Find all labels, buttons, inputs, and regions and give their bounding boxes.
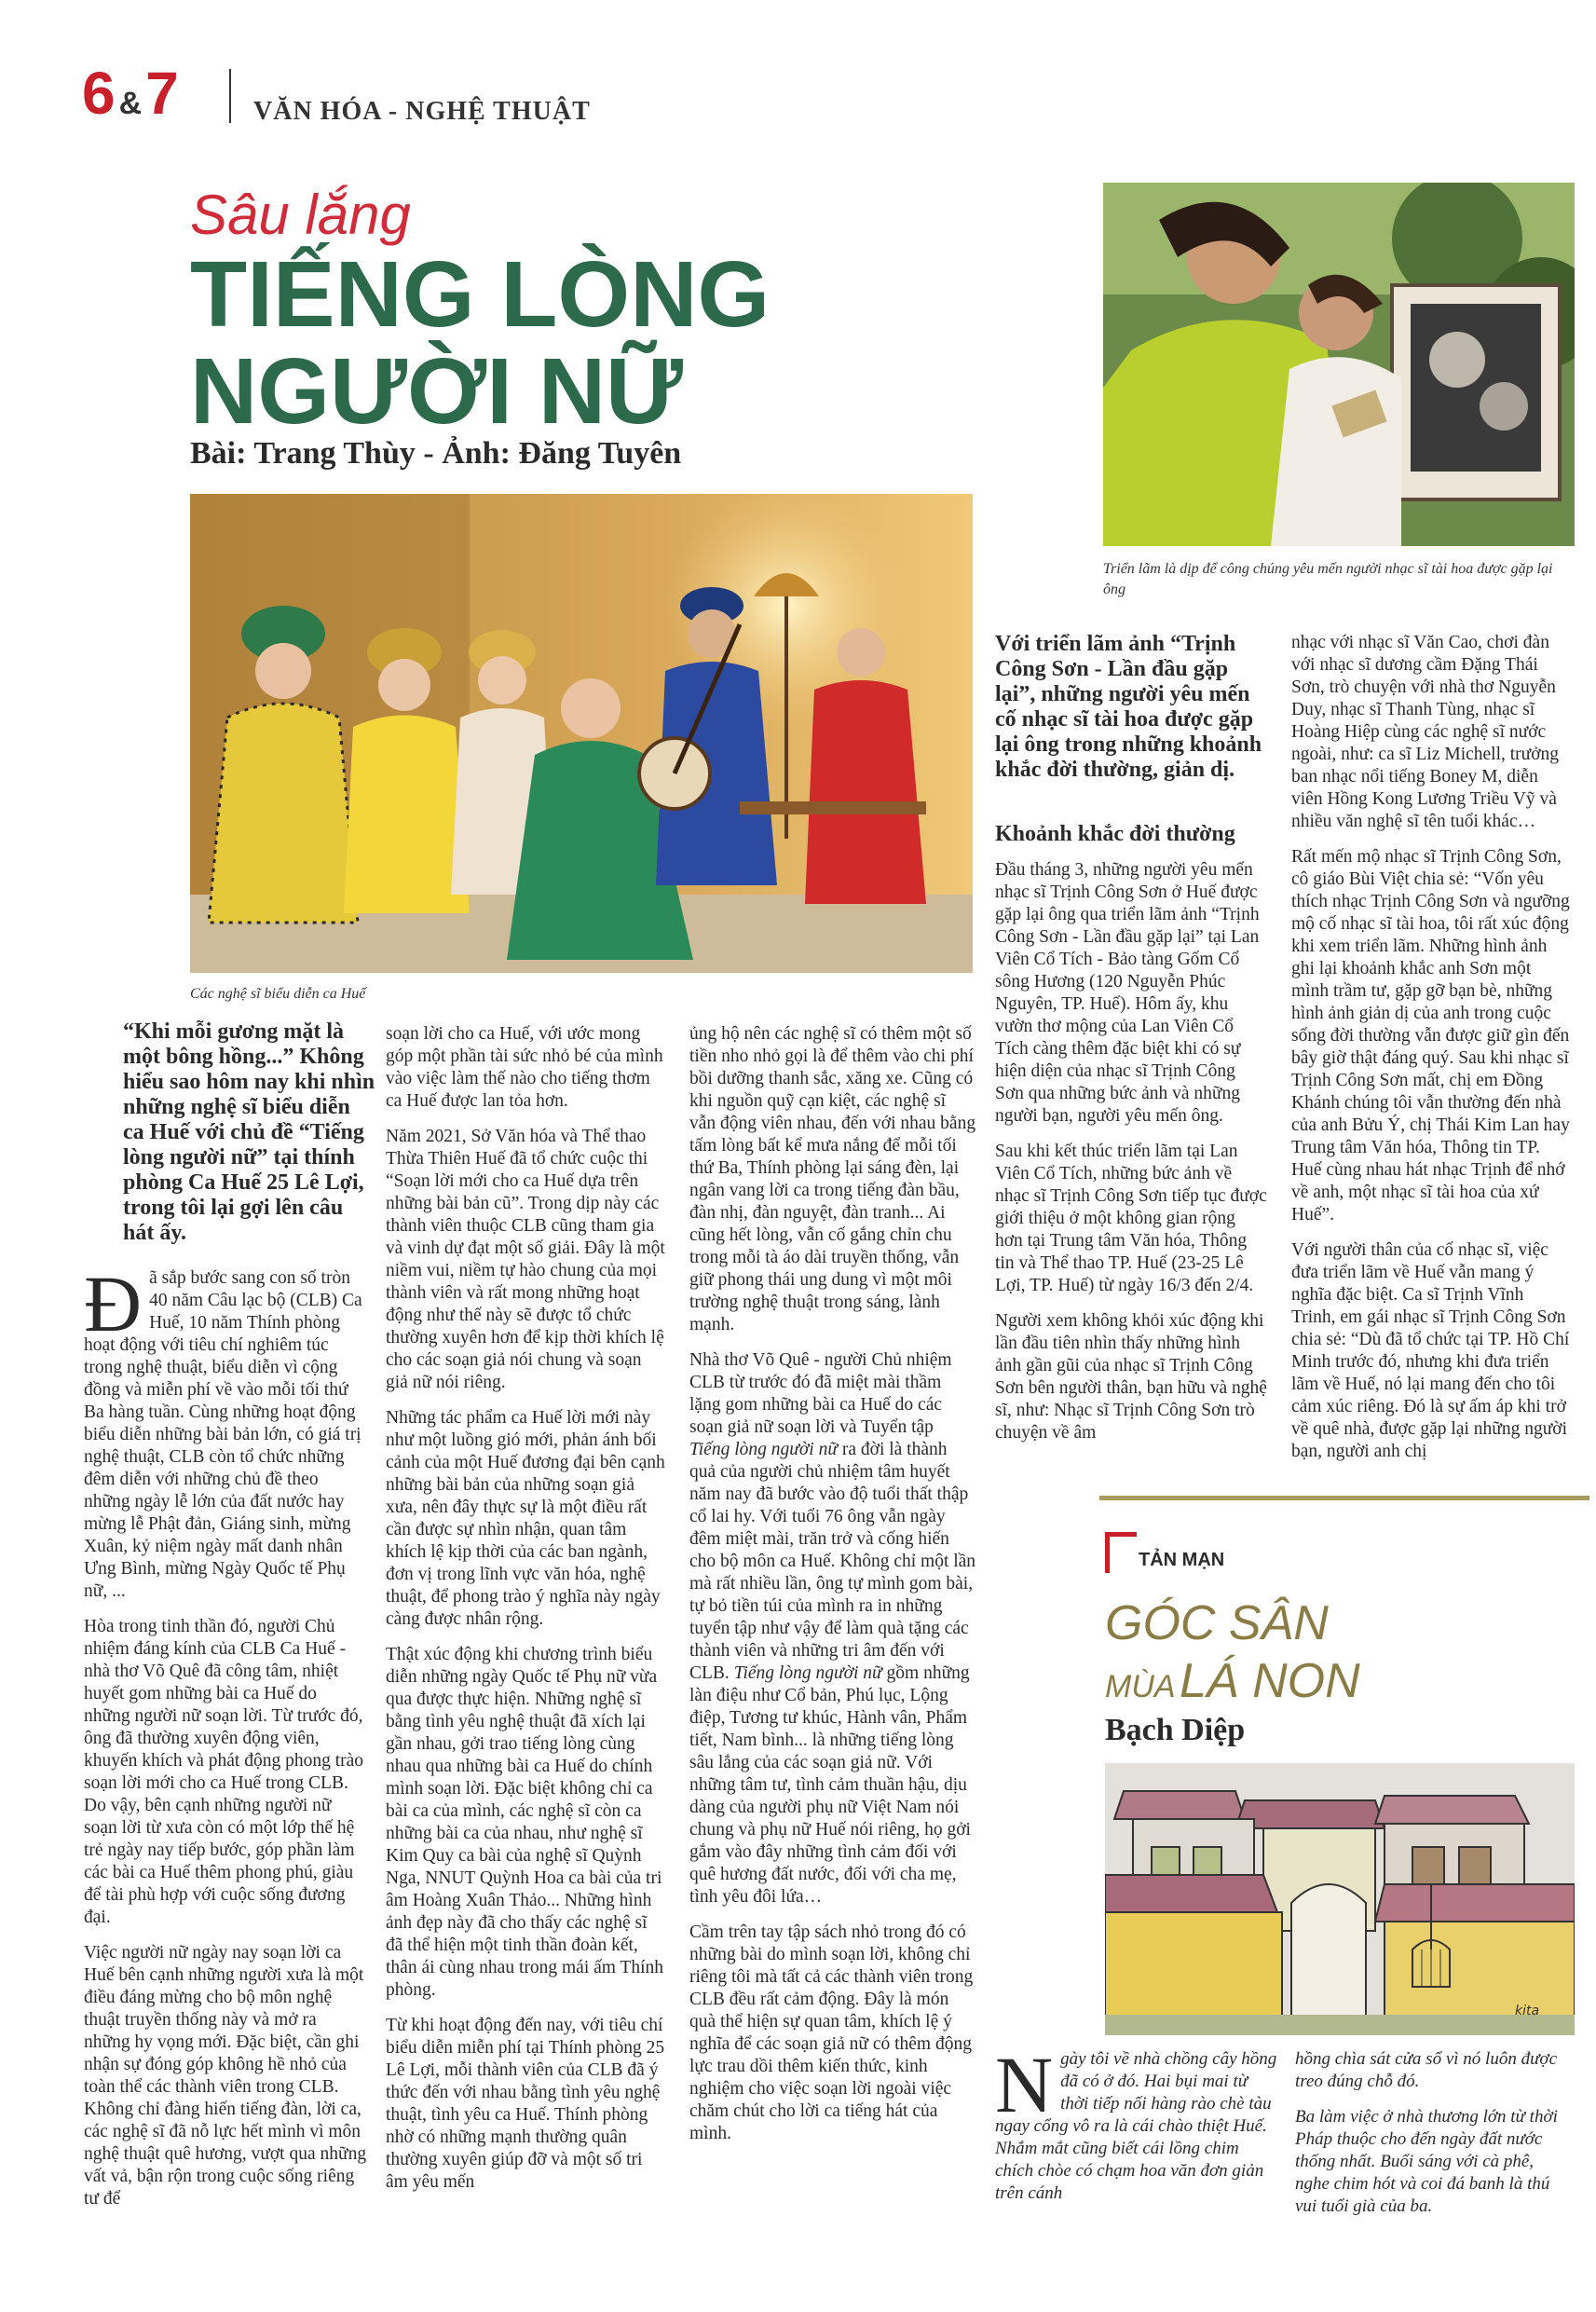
- column-4-paragraph-2: Sau khi kết thúc triển lãm tại Lan Viên Cổ Tích, những bức ảnh về nhạc sĩ Trịnh Công Sơn tiếp tục được giới thiệu ở một không gian rộng hơn tại Trung tâm Văn hóa, Thông tin và Thể thao TP. Huế (23-25 Lê Lợi, TP. Huế) từ ngày 16/3 đến 2/4.: [995, 1142, 1267, 1295]
- sidebar-corner-mark: [1105, 1532, 1137, 1573]
- column-3-paragraph-2: [689, 1349, 976, 1908]
- sidebar-illustration: [1105, 1763, 1575, 2035]
- essay-column-1: [995, 2040, 1278, 2218]
- article-column-5: [1291, 632, 1571, 1476]
- sidebar-title-line-2: [1105, 1653, 1360, 1709]
- exhibition-lead: Với triển lãm ảnh “Trịnh Công Sơn - Lần đầu gặp lại”, những người yêu mến cố nhạc sĩ tài hoa được gặp lại ông trong những khoảnh khắc đời thường, giản dị.: [995, 632, 1262, 782]
- sidebar-title-big: LÁ NON: [1180, 1654, 1360, 1708]
- article-lead: “Khi mỗi gương mặt là một bông hồng...” Không hiểu sao hôm nay khi nhìn những nghệ sĩ biểu diễn ca Huế với chủ đề “Tiếng lòng người nữ” tại thính phòng Ca Huế 25 Lê Lợi, trong tôi lại gợi lên câu hát ấy.: [123, 1019, 375, 1245]
- article-column-1: [84, 1259, 367, 2223]
- essay-column-2: [1295, 2048, 1571, 2231]
- column-5-paragraph-2: Rất mến mộ nhạc sĩ Trịnh Công Sơn, cô giáo Bùi Việt chia sẻ: “Vốn yêu thích nhạc Trịnh Công Sơn và ngưỡng mộ cố nhạc sĩ tài hoa, tôi rất xúc động khi xem triển lãm. Những hình ảnh ghi lại khoảnh khắc anh Sơn một mình trầm tư, gặp gỡ bạn bè, những hình ảnh giản dị của anh trong cuộc sống đời thường vẫn được giữ gìn đến bây giờ thật đáng quý. Sau khi nhạc sĩ Trịnh Công Sơn mất, chị em Đồng Khánh chúng tôi vẫn thường đến nhà của anh Bửu Ý, chị Thái Kim Lan hay Trung tâm Văn hóa, Thông tin TP. Huế cùng nhau hát nhạc Trịnh để nhớ về anh, một nhạc sĩ tài hoa của xứ Huế”.: [1291, 847, 1570, 1224]
- dropcap: Đ: [84, 1259, 143, 1348]
- performers-photo: [190, 494, 973, 973]
- column-4-paragraph-3: Người xem không khỏi xúc động khi lần đầu tiên nhìn thấy những hình ảnh gần gũi của nhạc sĩ Trịnh Công Sơn bên người thân, bạn hữu và nghệ sĩ, như: Nhạc sĩ Trịnh Công Sơn trò chuyện về âm: [995, 1311, 1267, 1443]
- sidebar-divider: [1099, 1496, 1589, 1500]
- headline-line-2: NGƯỜI NỮ: [190, 339, 684, 444]
- article-headline: [190, 242, 771, 444]
- column-3-book-title-2: Tiếng lòng người nữ: [733, 1663, 882, 1683]
- sidebar-title-small: MÙA: [1105, 1669, 1176, 1704]
- essay-dropcap: N: [995, 2040, 1054, 2129]
- section-name: VĂN HÓA - NGHỆ THUẬT: [253, 97, 591, 126]
- headline-line-1: TIẾNG LÒNG: [190, 242, 771, 347]
- column-2-paragraph-1: soạn lời cho ca Huế, với ước mong góp một phần tài sức nhỏ bé của mình vào việc làm thế nào cho tiếng thơm ca Huế được lan tỏa hơn.: [386, 1024, 663, 1111]
- column-3-paragraph-2-text-c: gồm những làn điệu như Cổ bản, Phú lục, Lộng điệp, Tương tư khúc, Hành vân, Phẩm tiết, Nam bình... là những tiếng lòng sâu lắng của các soạn giả nữ. Với những tâm tư, tình cảm thuần hậu, dịu dàng của người phụ nữ Việt Nam nói chung và phụ nữ Huế nói riêng, họ gởi gắm vào đây những tình cảm đối với quê hương đất nước, đối với cha mẹ, tình yêu đôi lứa…: [689, 1663, 971, 1907]
- column-3-paragraph-2-text-a: Nhà thơ Võ Quê - người Chủ nhiệm CLB từ trước đó đã miệt mài thầm lặng gom những bài ca Huế do các soạn giả nữ soạn lời và Tuyển tập: [689, 1350, 952, 1437]
- column-4-paragraph-1: Đầu tháng 3, những người yêu mến nhạc sĩ Trịnh Công Sơn ở Huế được gặp lại ông qua triển lãm ảnh “Trịnh Công Sơn - Lần đầu gặp lại” tại Lan Viên Cổ Tích - Bảo tàng Gốm Cổ sông Hương (120 Nguyễn Phúc Nguyên, TP. Huế). Hôm ấy, khu vườn thơ mộng của Lan Viên Cổ Tích càng thêm đặc biệt khi có sự hiện diện của nhạc sĩ Trịnh Công Sơn qua những bức ảnh và những người bạn, người yêu mến ông.: [995, 860, 1260, 1126]
- page-number-left: 6: [82, 60, 116, 127]
- column-2-paragraph-4: Thật xúc động khi chương trình biểu diễn những ngày Quốc tế Phụ nữ vừa qua được thực hiện. Những nghệ sĩ bằng tình yêu nghệ thuật đã xích lại gần nhau, gởi trao tiếng lòng cùng nhau qua những bài ca Huế do chính mình soạn lời. Đặc biệt không chỉ ca bài ca của mình, các nghệ sĩ còn ca những bài ca của nhau, như nghệ sĩ Kim Quy ca bài của nghệ sĩ Quỳnh Nga, NNUT Quỳnh Hoa ca bài của tri âm Hoàng Xuân Thảo... Những hình ảnh đẹp này đã cho thấy các nghệ sĩ đã thể hiện một tinh thần đoàn kết, thân ái cùng nhau trong mái ấm Thính phòng.: [386, 1645, 664, 2000]
- article-kicker: Sâu lắng: [190, 184, 411, 246]
- article-byline: Bài: Trang Thùy - Ảnh: Đăng Tuyên: [190, 436, 682, 471]
- article-column-4: [995, 859, 1267, 1457]
- article-column-2: [386, 1023, 665, 2207]
- column-5-paragraph-3: Với người thân của cố nhạc sĩ, việc đưa triển lãm về Huế vẫn mang ý nghĩa đặc biệt. Ca sĩ Trịnh Vĩnh Trinh, em gái nhạc sĩ Trịnh Công Sơn chia sẻ: “Dù đã tổ chức tại TP. Hồ Chí Minh trước đó, nhưng khi đưa triển lãm về Huế, nó lại mang đến cho tôi cảm xúc riêng. Đó là sự ấm áp khi trở về quê nhà, được gặp lại những người bạn, người anh chị: [1291, 1240, 1570, 1461]
- column-1-paragraph-2: Hòa trong tinh thần đó, người Chủ nhiệm đáng kính của CLB Ca Huế - nhà thơ Võ Quê đã công tâm, nhiệt huyết gom những bài ca Huế do những người nữ soạn lời. Từ trước đó, ông đã thường xuyên động viên, khuyến khích và phát động phong trào soạn lời mới cho ca Huế trong CLB. Do vậy, bên cạnh những người nữ soạn lời từ xưa còn có một lớp thế hệ trẻ ngày nay tiếp bước, góp phần làm các bài ca Huế thêm phong phú, giàu để tài phù hợp với cuộc sống đương đại.: [84, 1617, 364, 1927]
- illustration-signature: kita: [1515, 2004, 1540, 2018]
- sidebar-author: Bạch Diệp: [1105, 1713, 1246, 1747]
- column-3-paragraph-3: Cầm trên tay tập sách nhỏ trong đó có những bài do mình soạn lời, không chỉ riêng tôi mà tất cả các thành viên trong CLB đều rất cảm động. Đây là món quà thể hiện sự quan tâm, khích lệ ý nghĩa để các soạn giả nữ có thêm động lực trau dồi thêm kiến thức, kinh nghiệm cho việc soạn lời ngoài việc chăm chút cho lời ca tiếng hát của mình.: [689, 1922, 974, 2143]
- essay-paragraph-3: Ba làm việc ở nhà thương lớn từ thời Pháp thuộc cho đến ngày đất nước thống nhất. Buổi sáng với cà phê, nghe chim hót và coi đá banh là thú vui tuổi già của ba.: [1295, 2107, 1558, 2216]
- header-divider: [229, 69, 231, 123]
- column-2-paragraph-5: Từ khi hoạt động đến nay, với tiêu chí biểu diễn miễn phí tại Thính phòng 25 Lê Lợi, mỗi thành viên của CLB đã ý thức đến với nhau bằng tình yêu nghệ thuật, tình yêu ca Huế. Thính phòng nhờ có những mạnh thường quân thường xuyên giúp đỡ và một số tri âm yêu mến: [386, 2016, 665, 2192]
- article-column-3: [689, 1023, 976, 2158]
- column-5-paragraph-1: nhạc với nhạc sĩ Văn Cao, chơi đàn với nhạc sĩ dương cầm Đặng Thái Sơn, trò chuyện với nhà thơ Nguyễn Duy, nhạc sĩ Thanh Tùng, nhạc sĩ Hoàng Hiệp cùng các nghệ sĩ nước ngoài, như: ca sĩ Liz Michell, trưởng ban nhạc nổi tiếng Boney M, diễn viên Hồng Kong Lương Triều Vỹ và nhiều văn nghệ sĩ tên tuổi khác…: [1291, 633, 1560, 831]
- performers-photo-caption: Các nghệ sĩ biểu diễn ca Huế: [190, 986, 366, 1002]
- essay-paragraph-1: [995, 2040, 1278, 2205]
- page-number: [82, 60, 179, 127]
- essay-paragraph-2: hồng chìa sát cửa sổ vì nó luôn được treo đúng chỗ đó.: [1295, 2049, 1558, 2091]
- column-3-paragraph-2-text-b: ra đời là thành quả của người chủ nhiệm tâm huyết năm nay đã bước vào độ tuổi thất thập cổ lai hy. Với tuổi 76 ông vẫn ngày đêm miệt mài, trăn trở và cống hiến cho bộ môn ca Huế. Không chỉ một lần mà rất nhiều lần, ông tự mình gom bài, tự bỏ tiền túi của mình ra in những tuyển tập như vậy để làm quà tặng các thành viên và những tri âm đến với CLB.: [689, 1440, 976, 1683]
- essay-paragraph-1-text: gày tôi về nhà chồng cây hồng đã có ở đó. Hai bụi mai từ thời tiếp nối hàng rào chè tàu ngay cổng vô ra là cái chào thiệt Huế. Nhắm mắt cũng biết cái lồng chim chích chòe có chạm hoa văn đơn giản trên cánh: [995, 2049, 1277, 2203]
- page-number-right: 7: [145, 60, 179, 127]
- exhibition-subhead: Khoảnh khắc đời thường: [995, 822, 1235, 846]
- column-2-paragraph-2: Năm 2021, Sở Văn hóa và Thể thao Thừa Thiên Huế đã tổ chức cuộc thi “Soạn lời mới cho ca Huế dựa trên những bài bản cũ”. Trong dịp này các thành viên thuộc CLB cũng tham gia và vinh dự đạt một số giải. Đây là một niềm vui, niềm tự hào chung của mọi thành viên và rất mong những hoạt động như thế này sẽ được tổ chức thường xuyên hơn để kịp thời khích lệ cho các soạn giả nói chung và soạn giả nữ nói riêng.: [386, 1127, 665, 1392]
- column-3-book-title: Tiếng lòng người nữ: [689, 1440, 838, 1459]
- page-number-amp: &: [118, 86, 143, 121]
- column-1-paragraph-3: Việc người nữ ngày nay soạn lời ca Huế bên cạnh những người xưa là một điều đáng mừng cho bộ môn nghệ thuật truyền thống này và mở ra những hy vọng mới. Đặc biệt, cần ghi nhận sự đóng góp không hề nhỏ của toàn thể các thành viên trong CLB. Không chỉ đàng hiến tiếng đàn, lời ca, các nghệ sĩ đã nỗ lực hết mình vì môn nghệ thuật quê hương, vượt qua những vất vả, bận rộn trong cuộc sống riêng tư để: [84, 1943, 367, 2209]
- exhibition-photo-caption: Triển lãm là dịp để công chúng yêu mến người nhạc sĩ tài hoa được gặp lại ông: [1103, 561, 1553, 597]
- column-1-paragraph-1: [84, 1259, 367, 1603]
- sidebar-label: TẢN MẠN: [1139, 1550, 1225, 1570]
- column-1-paragraph-1-text: ã sắp bước sang con số tròn 40 năm Câu lạc bộ (CLB) Ca Huế, 10 năm Thính phòng hoạt động với tiêu chí nghiêm túc trong nghệ thuật, biểu diễn vì cộng đồng và miễn phí về vào mỗi tối thứ Ba hàng tuần. Cùng những hoạt động biểu diễn những bài bản lớn, có giá trị nghệ thuật, CLB còn tổ chức những đêm diễn với những chủ đề theo những ngày lễ lớn của đất nước hay mừng lễ Phật đản, Giáng sinh, mừng Xuân, kỷ niệm ngày mất danh nhân Ưng Bình, mừng Ngày Quốc tế Phụ nữ, ...: [84, 1268, 362, 1601]
- column-3-paragraph-1: ủng hộ nên các nghệ sĩ có thêm một số tiền nho nhỏ gọi là để thêm vào chi phí bồi dưỡng thanh sắc, xăng xe. Cũng có khi nguồn quỹ cạn kiệt, các nghệ sĩ vẫn động viên nhau, đến với nhau bằng tấm lòng bất kể mưa nắng để mỗi tối thứ Ba, Thính phòng lại sáng đèn, lại ngân vang lời ca trong tiếng đàn bầu, đàn nhị, đàn nguyệt, đàn tranh... Ai cũng hết lòng, vẫn cố gắng chỉn chu trong mỗi tà áo dài truyền thống, vẫn giữ phong thái ung dung vì một môi trường nghệ thuật trong sáng, lành mạnh.: [689, 1024, 976, 1334]
- exhibition-photo: [1103, 183, 1575, 546]
- sidebar-title-line-1: GÓC SÂN: [1105, 1596, 1329, 1650]
- column-2-paragraph-3: Những tác phẩm ca Huế lời mới này như một luồng gió mới, phản ánh bối cảnh của một Huế đương đại bên cạnh những bài bản của những soạn giả xưa, nên đây thực sự là một điều rất cần được sự nhìn nhận, quan tâm khích lệ kịp thời của các ban ngành, đơn vị trong lĩnh vực văn hóa, nghệ thuật, để phong trào ý nghĩa này ngày càng được nhân rộng.: [386, 1408, 665, 1629]
